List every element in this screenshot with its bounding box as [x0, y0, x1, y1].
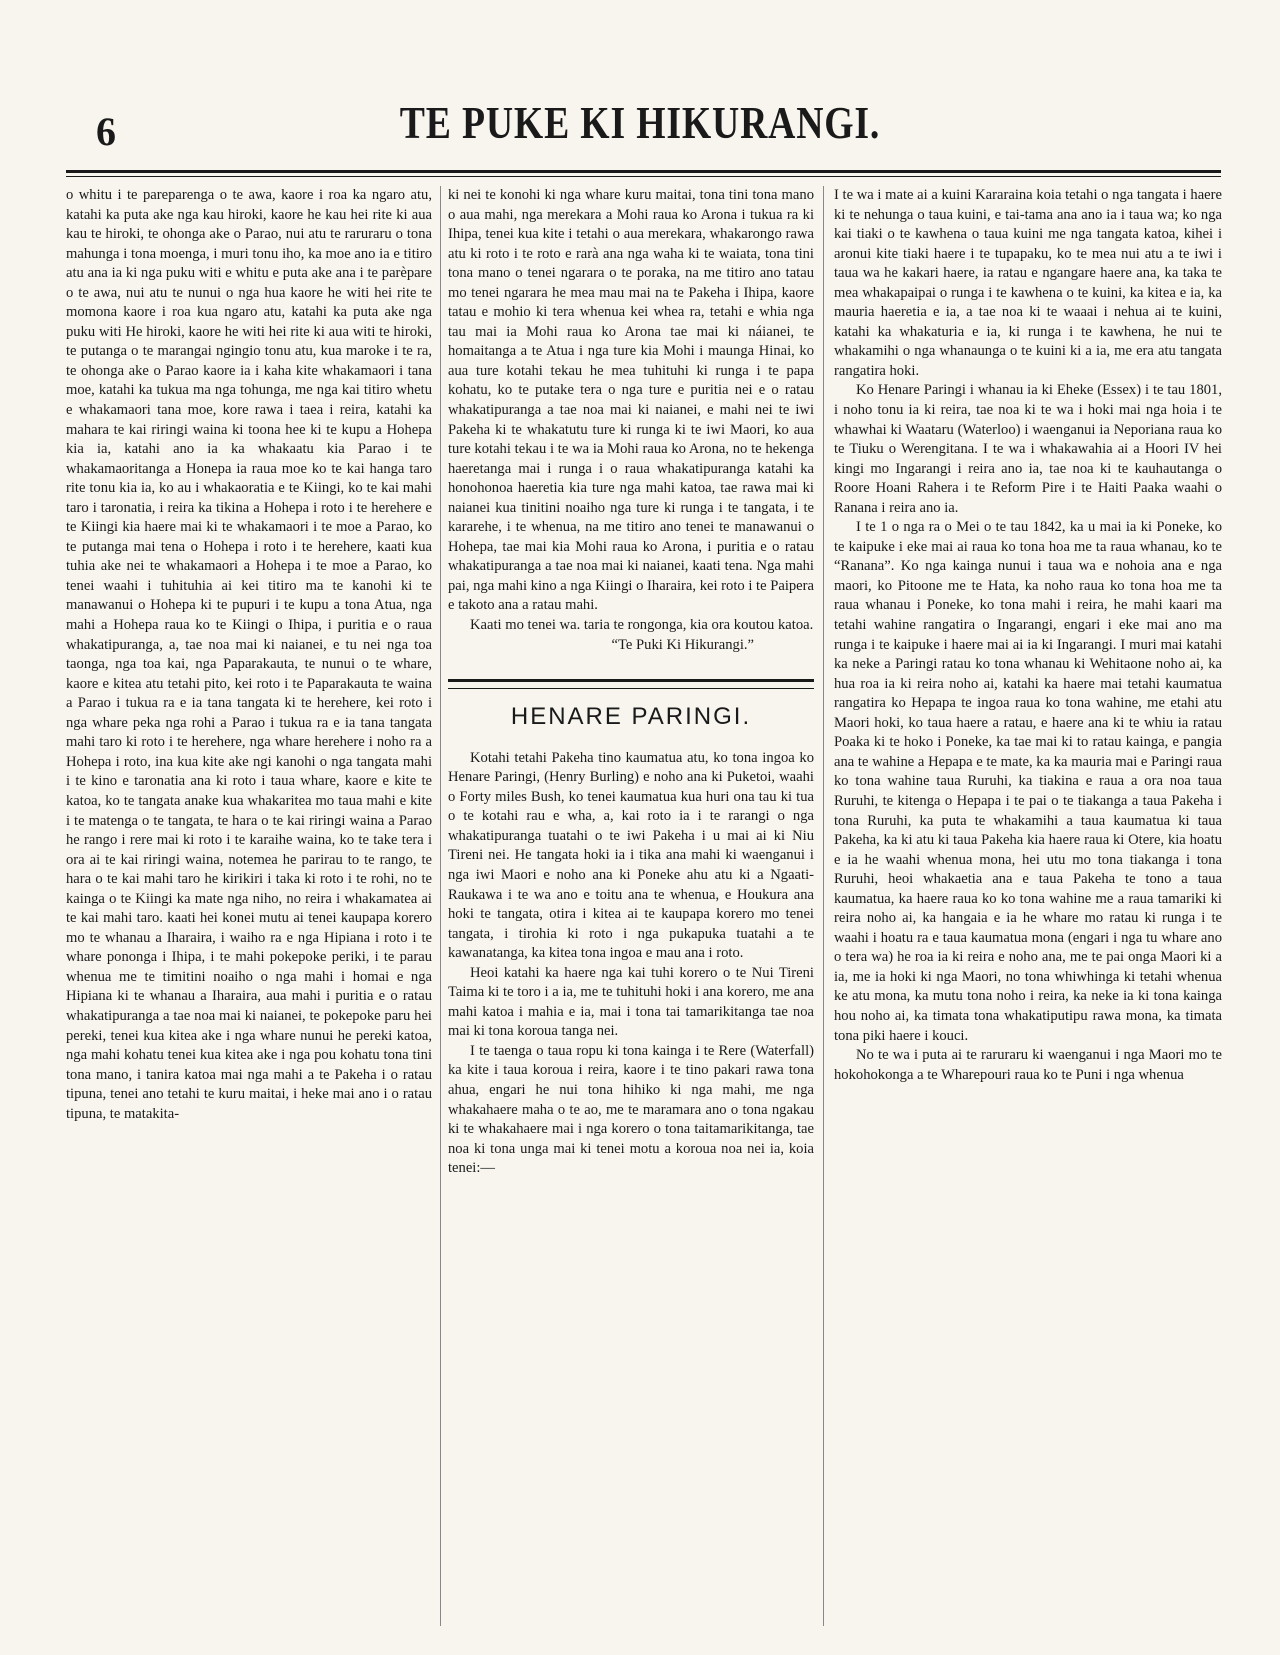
- paragraph: I te wa i mate ai a kuini Kararaina koia tetahi o nga tangata i haere ki te nehunga o taua kuini, e tai-tama ana ano ia i taua wa; ko nga kai tiaki o te kawhena o taua kuini me nga tangata katoa, kihei i aronui kite tiaki haere i te tupapaku, ko te mea nui atu a te iwi i taua wa he kakari haere, ia ratau e ngangare haere ana, ka taka te mea whakapaipai o runga i te kawhena o te kuini, ka kitea e ia, ka mauria haeretia e ia, a tae noa ki te waaai i nehua ai te kuini, katahi ka whakaturia e ia, ki runga i te kawhena, he nui te whakamihi o nga whanaunga o te kuini ki a ia, me era atu tangata rangatira hoki.: [834, 187, 1222, 379]
- article-heading: HENARE PARINGI.: [510, 703, 752, 731]
- paragraph: I te 1 o nga ra o Mei o te tau 1842, ka u mai ia ki Poneke, ko te kaipuke i eke mai ai raua ko tona hoa me ta raua whanau, ko te “Ranana”. Ko nga kainga nunui i taua wa e nohoia ana e nga maori, ko Pitoone me te Hata, ka noho raua ko tona hoa me ta raua whanau i Poneke, ko tona mahi i reira, he mahi kaari ma tetahi wahine rangatira o Ingarangi, engari i eke mai ano ma runga i te kaipuke i haere mai ai ia ki Ingarangi. I muri mai katahi ka neke a Paringi ratau ko tona whanau ki Wehitaone noho ai, ka hua roa ia ki reira noho ai, katahi ka haere mai tetahi kaumatua rangatira ko Hepapa te ingoa raua ko tona wahine, me etahi atu Maori hoki, ko taua haere a ratau, e haere ana ki te whiu ia ratau Poaka ki te hoko i Poneke, ka tae mai ki to ratau kainga, e pangia ana te wahine a Hepapa e te mate, ka ka mauria mai e Paringi raua ko tona wahine taua Ruruhi, ka tiakina e raua a ora noa taua Ruruhi, te kitenga o Hepapa i te pai o te tiakanga a taua Pakeha i tona Ruruhi, ka puta te whakamihi a taua kaumatua ki taua Pakeha, ka ki atu ki taua Pakeha kia haere raua ki Otere, kia hoatu e ia he waahi whenua mona, hei utu mo tona tiakanga i tona Ruruhi, heoi whakaetia ana e taua Pakeha te tono a taua kaumatua, ka haere raua ko ko tona wahine me a raua tamariki ki reira noho ai, ka hangaia e ia he whare mo ratau ki runga i te waahi i hoatu ra e taua kaumatua mona (engari i nga tu whare ano o tera wa) he roa ia ki reira e noho ana, me te pai onga Maori ki a ia, me ia hoki ki nga Maori, no tona whiwhinga ki tetahi whenua ke atu mona, ka mutu tona noho i reira, ka neke ia ki tona kainga hou noho ai, ka timata tona whakatiputipu rawa mona, ka timata tona piki haere i kouci.: [834, 519, 1222, 1044]
- masthead-rule-thick: [66, 170, 1221, 173]
- paragraph: Kotahi tetahi Pakeha tino kaumatua atu, ko tona ingoa ko Henare Paringi, (Henry Burling) e noho ana ki Puketoi, waahi o Forty miles Bush, ko tenei kaumatua kua huri ona tau ki tua o te kotahi rau e wha, a, kai roto ia i te rarangi o nga whakatipuranga tuatahi o te iwi Pakeha i u mai ai ki Niu Tireni nei. He tangata hoki ia i tika ana mahi ki waenganui i nga iwi Maori e noho ana ki Poneke ahu atu ki a Ngaati-Raukawa i te wa ano e toitu ana te whenua, e Houkura ana hoki te tangata, otira i kitea ai te kaupapa korero mo tenei tangata, i tirohia ki roto i nga pukapuka tuatahi a te kawanatanga, ka kitea tona ingoa e mau ana i roto.: [448, 749, 814, 962]
- paragraph: ki nei te konohi ki nga whare kuru maitai, tona tini tona mano o aua mahi, nga merekara a Mohi raua ko Arona i tukua ra ki Ihipa, tenei kua kite i tetahi o aua merekara, whakarongo rawa atu ki roto i te roto e rarà ana nga waha ki te waiata, tona tini tona mano o tenei ngarara o te poraka, na me titiro ano tatau mo tenei ngarara he mea mau mai na te Pakeha i Ihipa, kaore tatau e mohio ki tera whenua kei whea ra, tetahi e whia nga tau mai ia Mohi raua ko Arona tae mai ki náianei, te homaitanga a te Atua i nga ture kia Mohi i maunga Hinai, ko aua ture kotahi tekau he mea tuhituhi ki runga i te papa kohatu, ko te putake tera o nga ture e puritia nei e o ratau whakatipuranga a tae noa mai ki naianei, e mahi nei te iwi Pakeha ki te whakatutu ture ki runga ki te iwi Maori, ko aua ture kotahi tekau i te wa ia Mohi raua ko Arona, no te hekenga haeretanga mai i runga i o raua whakatipuranga katahi ka honohonoa haeretia kia ture nga mahi katoa, tae rawa mai ki naianei kua tinitini noaiho nga ture ki runga i te tangata, i te kararehe, i te whenua, na me titiro ano tenei te manawanui o Hohepa, tae mai kia Mohi raua ko Arona, i puritia e o ratau whakatipuranga a tae noa mai ki naianei, kaati tena. Nga mahi pai, nga mahi kino a nga Kiingi o Iharaira, kei roto i te Paipera e takoto ana a ratau mahi.: [448, 187, 814, 614]
- column-2: [448, 186, 814, 1636]
- paragraph: Kaati mo tenei wa. taria te rongonga, kia ora koutou katoa.: [470, 617, 814, 634]
- column-separator: [823, 186, 824, 1626]
- paragraph: I te taenga o taua ropu ki tona kainga i te Rere (Waterfall) ka kite i taua koroua i reira, kaore i te tino pakari rawa tona ahua, engari he nui tona hihiko ki nga mahi, me nga whakahaere maha o te ao, me te maramara ano o tona ngakau ki te whakahaere mai i nga korero o tona taitamarikitanga, tae noa ki tona unga mai ki tenei motu a koroua noa nei ia, koia tenei:—: [448, 1042, 814, 1177]
- column-separator: [440, 186, 441, 1626]
- masthead-rule-thin: [66, 176, 1221, 177]
- paragraph: No te wa i puta ai te raruraru ki waenganui i nga Maori mo te hokohokonga a te Wharepouri raua ko te Puni i nga whenua: [834, 1047, 1222, 1083]
- section-divider: [448, 679, 814, 689]
- paragraph: Ko Henare Paringi i whanau ia ki Eheke (Essex) i te tau 1801, i noho tonu ia ki reira, tae noa ki te wa i hoki mai nga hoia i te whawhai ki Waataru (Waterloo) i waenganui ia Neporiana raua ko te Tiuku o Werengitana. I te wa i whakawahia ai a Hoori IV hei kingi mo Ingarangi i reira ano ia, tae noa ki te kauhautanga o Roore Hoani Rahera i te Reform Pire i te Haiti Paaka waahi o Ranana i reira ano ia.: [834, 382, 1222, 516]
- column-1: [66, 186, 432, 1636]
- page-number: 6: [96, 109, 116, 154]
- column-3: [834, 186, 1222, 1636]
- signature: “Te Puki Ki Hikurangi.”: [611, 636, 754, 653]
- paragraph: Heoi katahi ka haere nga kai tuhi korero o te Nui Tireni Taima ki te toro i a ia, me te tuhituhi hoki i ana korero, me ana mahi katoa i mahia e ia, mai i tona tai tamarikitanga tae noa mai ki tona koroua tanga nei.: [448, 964, 814, 1040]
- paragraph: o whitu i te pareparenga o te awa, kaore i roa ka ngaro atu, katahi ka puta ake nga kau hiroki, kaore he kau hei rite ki aua kau te hiroki, te ohonga ake o Parao, nui atu te raruraru o tona mahunga i tona moenga, i muri tonu iho, ka moe ano ia e titiro atu ana ia ki nga puku witi e whitu e puta ake ana i te parèpare o te awa, nui atu te nunui o nga hua kaore he witi hei rite te momona kaore i roa kua ngaro atu, katahi ka puta ake nga puku witi He hiroki, kaore he witi hei rite ki aua witi te hiroki, te putanga o te marangai ngingio tonu atu, kua maroke i te ra, te ohonga ake o Parao kaore ia i kaha kite whakamaori i tana moe, katahi ka tukua ma nga tohunga, me nga kai titiro whetu e whakamaori tana moe, kore rawa i taea i reira, katahi ka mahara te kai riringi waina ki toona hee ki te kupu a Hohepa kia ia, katahi ano ia ka whakaatu kia Parao i te whakamaoritanga a Honepa ia raua moe ko te kai hanga taro rite tonu kia ia, ko au i whakaoratia e te Kiingi, ko te kai mahi taro i taronatia, i reira ka tikina a Hohepa i roto i te herehere e te Kiingi kia haere mai ki te whakamaori i te moe a Parao, ko te putanga mai tena o Hohepa i roto i te herehere, kaati kua tuhia ake nei te whakamaori a Hohepa i te moe a Parao, ko tenei waahi i tuhituhia ai kei titiro ma te kanohi ki te manawanui o Hohepa ki te pupuri i te kupu a tona Atua, nga mahi a Hohepa raua ko te Kiingi o Ihipa, i puritia e o raua whakatipuranga, a, tae noa mai ki naianei, e tu nei nga toa taonga, nga toa kai, nga Paparakauta, te nunui o te whare, kaore e kitea atu tetahi pito, kei roto i te Paparakauta te waina a Parao i tukua ra e ia tana tangata ki te herehere, kei roto i nga whare peka nga rohi a Parao i tukua ra e ia tana tangata mahi taro ki roto i te herehere, nga whare herehere i noho ra a Hohepa i roto, ina kua kite ake ngi kanohi o nga tangata mahi i te kino e taronatia ana ki roto i taua whare, kaore e kite te katoa, ko te tangata anake kua whakaritea mo taua mahi e kite i te matenga o te tangata, te hara o te kai riringi waina a Parao he rango i rere mai ki roto i te karaihe waina, ko te take tera i ora ai te kai riringi waina, notemea he parirau to te rango, te hara o te kai mahi taro he kirikiri i taka ki roto i te rohi, no te kainga o te Kiingi ka mate nga niho, no reira i whakamatea ai te kai mahi taro. kaati hei konei mutu ai tenei kaupapa korero mo te whanau a Iharaira, i waiho ra e nga Hipiana i roto i te whare pononga i Ihipa, i te mahi pokepoke periki, i te parau whenua me te timitini noaiho o nga mahi i homai e nga Hipiana ki te whanau a Iharaira, aua mahi i puritia e o ratau whakatipuranga a tae noa mai ki naianei, te pokepoke paru hei pereki, tenei kua kitea ake i nga whare nunui he pereki katoa, nga mahi kohatu tenei kua kitea ake i nga pou kohatu tona tini tona mano, i tanira katoa mai nga mahi a te Pakeha i o ratau tipuna, tenei ano tetahi te kuru maitai, i heke mai ano i o ratau tipuna, te matakita-: [66, 187, 432, 1122]
- masthead-title: TE PUKE KI HIKURANGI.: [399, 97, 881, 148]
